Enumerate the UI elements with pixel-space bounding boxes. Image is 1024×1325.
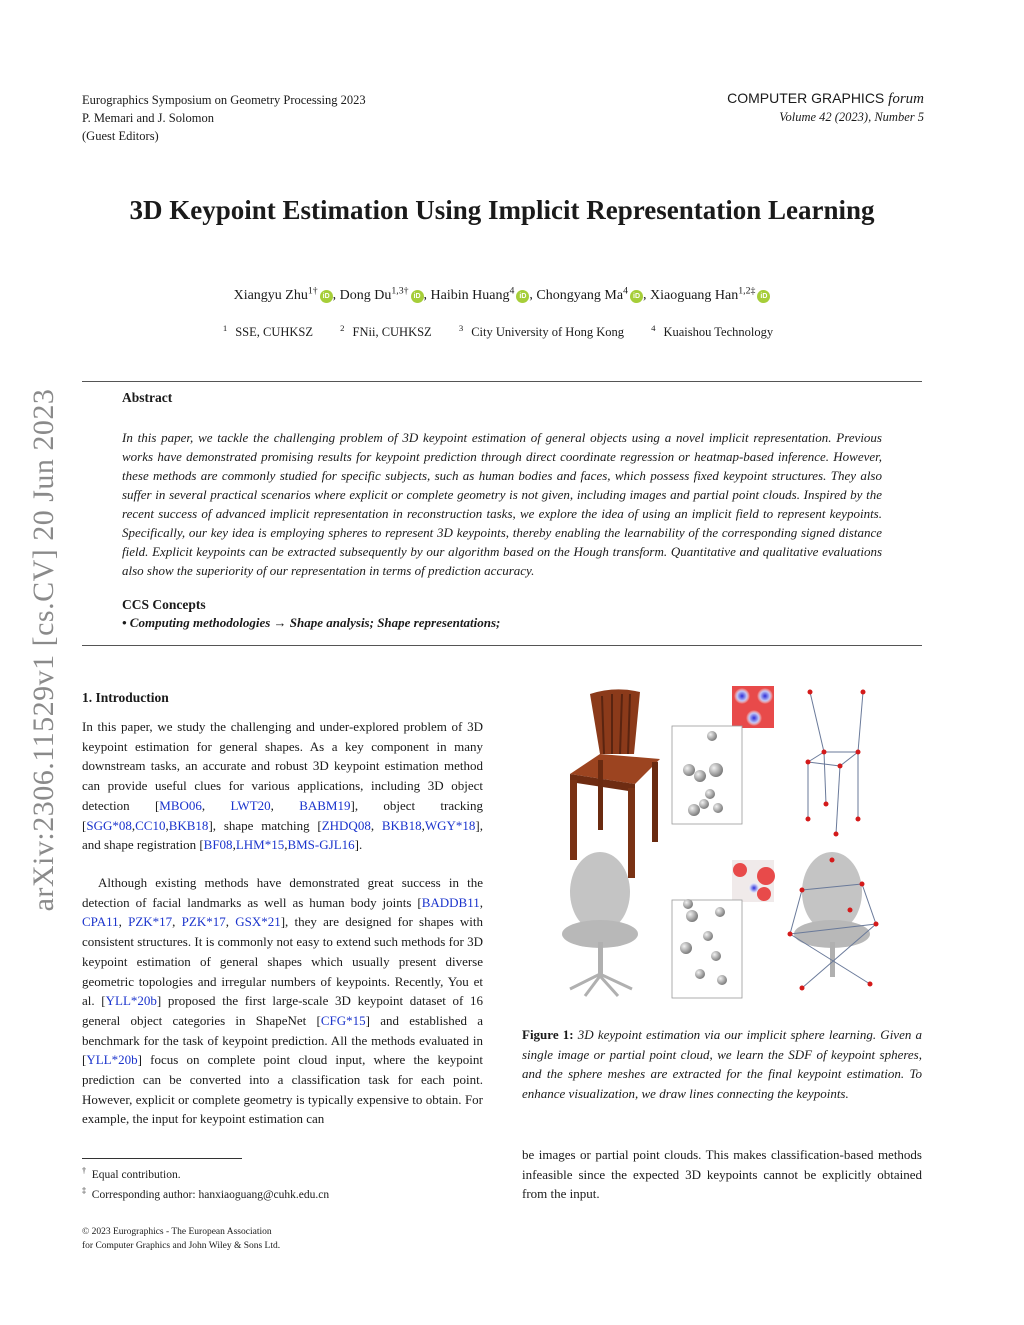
citation-link[interactable]: BKB18 — [381, 817, 422, 833]
citation-link[interactable]: YLL*20b — [105, 993, 157, 1009]
citation-link[interactable]: BMS-GJL16 — [287, 837, 355, 853]
editors-role: (Guest Editors) — [82, 129, 159, 143]
journal-volume: Volume 42 (2023), Number 5 — [779, 110, 924, 124]
orcid-icon[interactable]: iD — [320, 290, 333, 303]
author: Dong $Du^{1,3\dagger}iD$ — [340, 288, 424, 303]
journal-header — [727, 89, 924, 126]
abstract-text: In this paper, we tackle the challenging problem of 3D keypoint estimation of general objects using a novel implicit representation. Previous works have demonstrated promising results for keypoint prediction through direct coordinate regression or heatmap-based inference. However, these methods are commonly studied for specific subjects, such as human bodies and faces, which possess fixed keypoint structures. They also suffer in several practical scenarios where explicit or complete geometry is not given, including images and partial point clouds. Inspired by the recent success of advanced implicit representation in reconstruction tasks, we explore the idea of using an implicit field to represent keypoints. Specifically, our key idea is employing spheres to represent 3D keypoints, thereby enabling the learnability of the corresponding signed distance field. Explicit keypoints can be extracted subsequently by our algorithm based on the Hough transform. Quantitative and qualitative evaluations also show the superiority of our representation in terms of prediction accuracy. — [122, 430, 882, 578]
citation-link[interactable]: PZK*17 — [128, 914, 173, 930]
keypoint-spheres-top — [672, 726, 742, 824]
citation-link[interactable]: ZHDQ08 — [321, 817, 371, 833]
conference-header — [82, 91, 366, 145]
orcid-icon[interactable]: iD — [630, 290, 643, 303]
citation-link[interactable]: MBO06 — [159, 797, 202, 813]
citation-link[interactable]: BKB18 — [168, 817, 209, 833]
citation-link[interactable]: CC10 — [135, 817, 166, 833]
chair-image — [570, 689, 660, 878]
citation-link[interactable]: PZK*17 — [181, 914, 226, 930]
citation-link[interactable]: WGY*18 — [424, 817, 476, 833]
ccs-heading: CCS Concepts — [122, 597, 206, 612]
citation-link[interactable]: CPA11 — [82, 914, 119, 930]
citation-link[interactable]: BF08 — [203, 837, 233, 853]
conference-name: Eurographics Symposium on Geometry Processing 2023 — [82, 93, 366, 107]
point-cloud-chair — [562, 852, 638, 996]
sdf-slice-top — [732, 686, 774, 728]
keypoint-spheres-bottom — [672, 899, 742, 998]
editors: P. Memari and J. Solomon — [82, 111, 214, 125]
citation-link[interactable]: LWT20 — [230, 797, 271, 813]
paper-title: 3D Keypoint Estimation Using Implicit Representation Learning — [129, 195, 875, 225]
citation-link[interactable]: SGG*08 — [86, 817, 132, 833]
citation-link[interactable]: YLL*20b — [86, 1052, 138, 1068]
copyright: © 2023 Eurographics - The European Association for Computer Graphics and John Wiley & Sons Ltd. — [82, 1227, 281, 1251]
divider — [82, 381, 922, 382]
citation-link[interactable]: LHM*15 — [235, 837, 285, 853]
citation-link[interactable]: GSX*21 — [235, 914, 281, 930]
citation-link[interactable]: BADDB11 — [421, 894, 480, 910]
affiliation: $^2$ FNii, CUHKSZ — [340, 323, 432, 340]
ccs-concepts: • Computing methodologies → Shape analysis; Shape representations; — [122, 615, 501, 630]
abstract-heading: Abstract — [122, 390, 173, 405]
orcid-icon[interactable]: iD — [757, 290, 770, 303]
author: Xiaoguang Han$^{1,2\ddagger}$iD — [650, 288, 770, 303]
footnote: † Equal contribution. — [82, 1166, 181, 1181]
intro-paragraph-1: In this paper, we study the challenging and under-explored problem of 3D keypoint estimation for general shapes. As a key component in many downstream tasks, an accurate and robust 3D keypoint estimation method can provide useful clues for various applications, including 3D object detection [MBO06, LWT20, BABM19], object tracking [SGG*08,CC10,BKB18], shape matching [ZHDQ08, BKB18,WGY*18], and shape registration [BF08,LHM*15,BMS-GJL16]. — [82, 719, 484, 853]
affiliation-list — [0, 323, 1004, 340]
intro-paragraph-2: Although existing methods have demonstrated great success in the detection of facial landmarks as well as human body joints [BADDB11, CPA11, PZK*17, PZK*17, GSX*21], they are designed for shapes with consistent structures. It is commonly not easy to extend such methods for 3D keypoint estimation of general shapes which usually present diverse geometric topologies and irregular numbers of keypoints. Recently, You et al. [YLL*20b] proposed the first large-scale 3D keypoint dataset of 16 general object categories in ShapeNet [CFG*15] and established a benchmark for the task of keypoint prediction. All the methods evaluated in [YLL*20b] focus on complete point cloud input, where the keypoint prediction can be converted into a classification task for each point. However, explicit or complete geometry is typically expensive to obtain. For example, the input for keypoint estimation can — [82, 875, 484, 1127]
arxiv-identifier: arXiv:2306.11529v1 [cs.CV] 20 Jun 2023 — [27, 388, 60, 912]
citation-link[interactable]: CFG*15 — [320, 1012, 366, 1028]
affiliation: $^4$ Kuaishou Technology — [651, 323, 774, 340]
journal-name: COMPUTER GRAPHICS forum — [727, 90, 924, 107]
affiliation: $^3$ City University of Hong Kong — [458, 323, 624, 340]
sdf-slice-bottom — [732, 860, 775, 902]
affiliation: $^1$ SSE, CUHKSZ — [222, 323, 314, 340]
footnote-divider — [82, 1158, 242, 1159]
citation-link[interactable]: BABM19 — [299, 797, 351, 813]
author-list: Xiangyu Zhu$^{1\dagger}$iD , Dong $Du^{1,3\dagger}iD$ , Haibin Huang$^4$iD , Chongyang Ma$^4$iD , Xiaoguang Han$^{1,2\ddagger}$iD — [0, 285, 1004, 304]
author: Chongyang Ma$^4$iD — [536, 288, 643, 303]
right-column-paragraph: be images or partial point clouds. This makes classification-based methods infeasible since the expected 3D keypoints cannot be explicitly obtained from the input. — [522, 1147, 922, 1201]
keypoint-skeleton-top — [806, 690, 866, 837]
author: Haibin Huang$^4$iD — [431, 288, 530, 303]
figure-1-image — [540, 684, 910, 1004]
figure-caption: Figure 1: 3D keypoint estimation via our implicit sphere learning. Given a single image or partial point cloud, we learn the SDF of keypoint spheres, and the sphere meshes are extracted for the final keypoint estimation. To enhance visualization, we draw lines connecting the keypoints. — [522, 1027, 923, 1101]
divider — [82, 645, 922, 646]
section-heading: 1. Introduction — [82, 690, 169, 705]
point-cloud-keypoints — [788, 852, 879, 991]
orcid-icon[interactable]: iD — [516, 290, 529, 303]
footnote: ‡ Corresponding author: hanxiaoguang@cuhk.edu.cn — [82, 1186, 330, 1201]
author: Xiangyu Zhu$^{1\dagger}$iD — [234, 288, 333, 303]
orcid-icon[interactable]: iD — [411, 290, 424, 303]
